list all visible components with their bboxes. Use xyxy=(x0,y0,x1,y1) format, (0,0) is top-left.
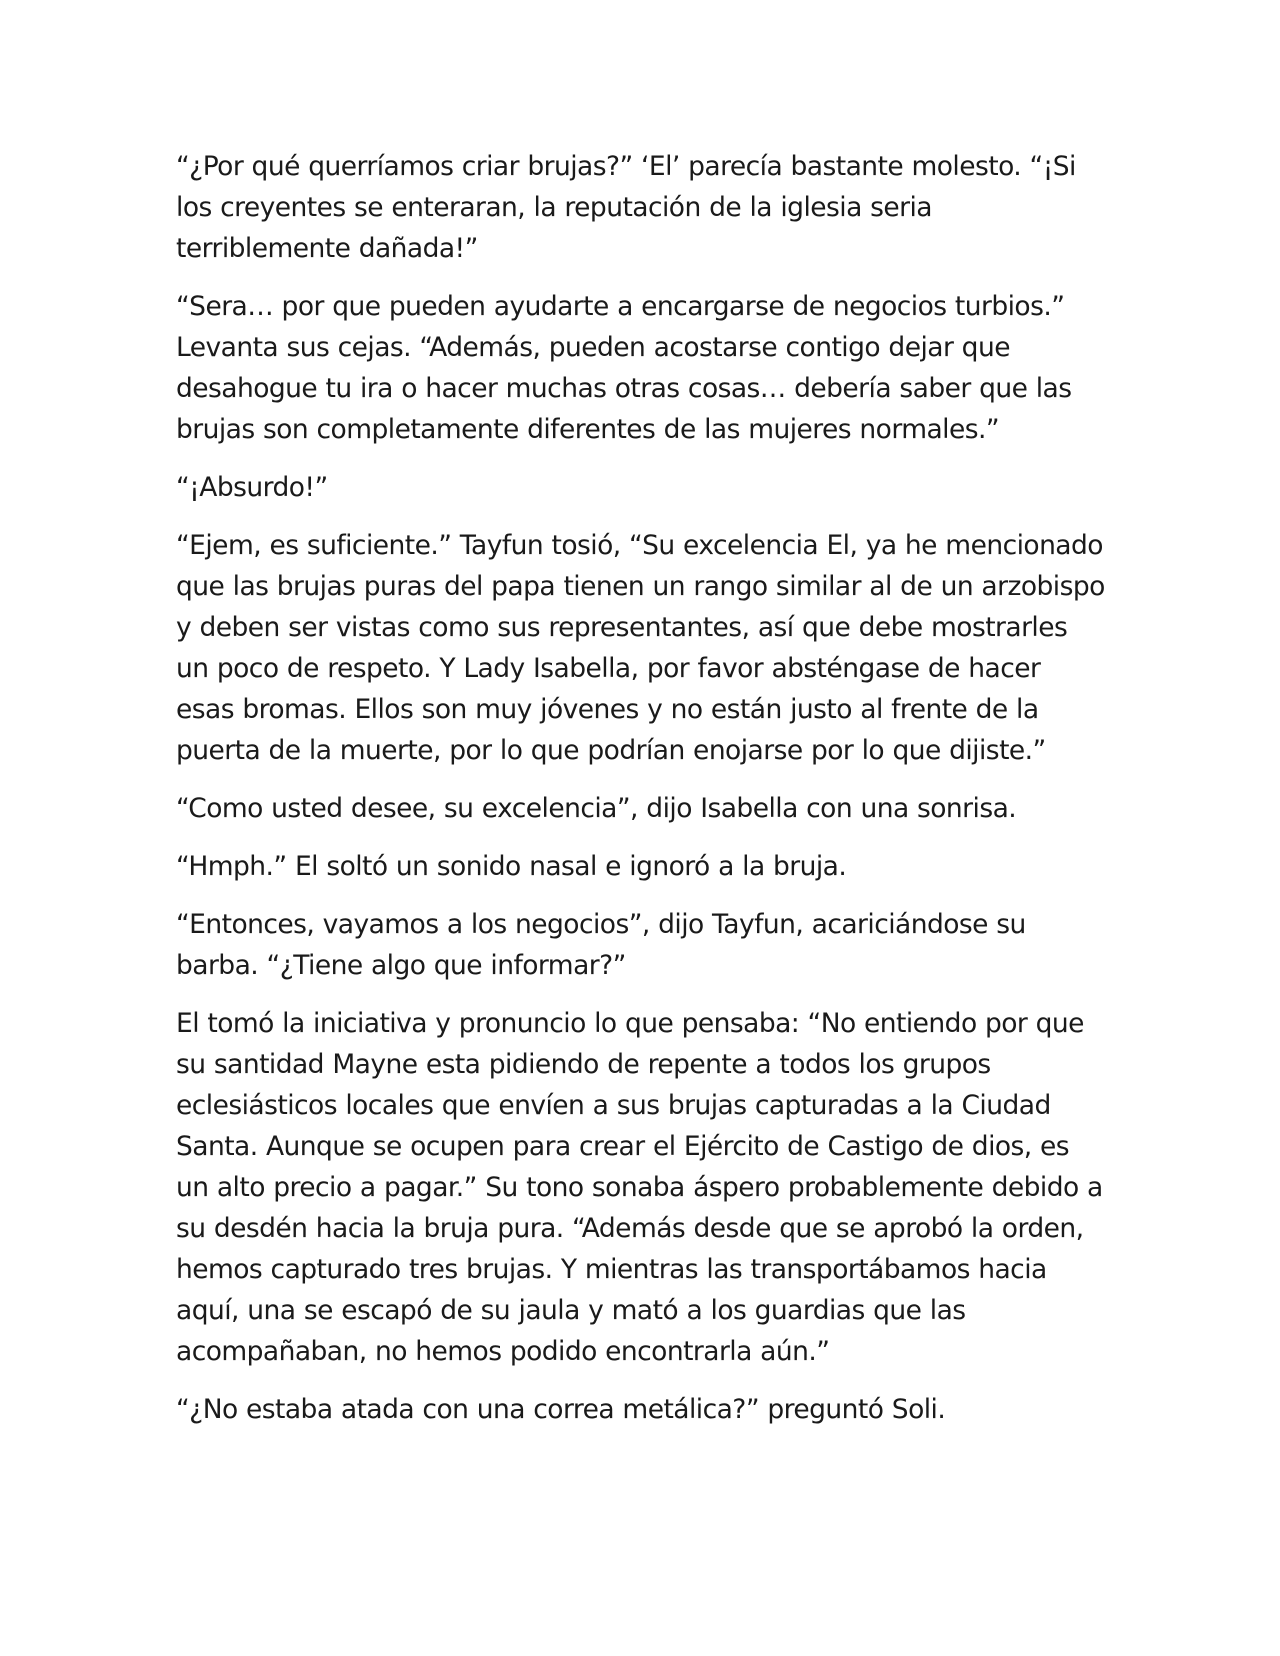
paragraph-6: “Hmph.” El soltó un sonido nasal e ignoró a la bruja. xyxy=(176,851,847,882)
paragraph-2: “Sera… por que pueden ayudarte a encargarse de negocios turbios.” Levanta sus cejas. “Además, pueden acostarse contigo dejar que desahogue tu ira o hacer muchas otras cosas… debería saber que las brujas son completamente diferentes de las mujeres normales.” xyxy=(176,291,1072,445)
document-body xyxy=(176,146,1106,1447)
paragraph-1: “¿Por qué querríamos criar brujas?” ‘El’ parecía bastante molesto. “¡Si los creyentes se enteraran, la reputación de la iglesia seria terriblemente dañada!” xyxy=(176,151,1076,264)
paragraph-8: El tomó la iniciativa y pronuncio lo que pensaba: “No entiendo por que su santidad Mayne esta pidiendo de repente a todos los grupos eclesiásticos locales que envíen a sus brujas capturadas a la Ciudad Santa. Aunque se ocupen para crear el Ejército de Castigo de dios, es un alto precio a pagar.” Su tono sonaba áspero probablemente debido a su desdén hacia la bruja pura. “Además desde que se aprobó la orden, hemos capturado tres brujas. Y mientras las transportábamos hacia aquí, una se escapó de su jaula y mató a los guardias que las acompañaban, no hemos podido encontrarla aún.” xyxy=(176,1008,1103,1367)
paragraph-9: “¿No estaba atada con una correa metálica?” preguntó Soli. xyxy=(176,1394,946,1425)
paragraph-7: “Entonces, vayamos a los negocios”, dijo Tayfun, acariciándose su barba. “¿Tiene algo que informar?” xyxy=(176,909,1026,981)
paragraph-5: “Como usted desee, su excelencia”, dijo Isabella con una sonrisa. xyxy=(176,793,1017,824)
paragraph-4: “Ejem, es suficiente.” Tayfun tosió, “Su excelencia El, ya he mencionado que las brujas puras del papa tienen un rango similar al de un arzobispo y deben ser vistas como sus representantes, así que debe mostrarles un poco de respeto. Y Lady Isabella, por favor absténgase de hacer esas bromas. Ellos son muy jóvenes y no están justo al frente de la puerta de la muerte, por lo que podrían enojarse por lo que dijiste.” xyxy=(176,530,1105,766)
paragraph-3: “¡Absurdo!” xyxy=(176,472,328,503)
